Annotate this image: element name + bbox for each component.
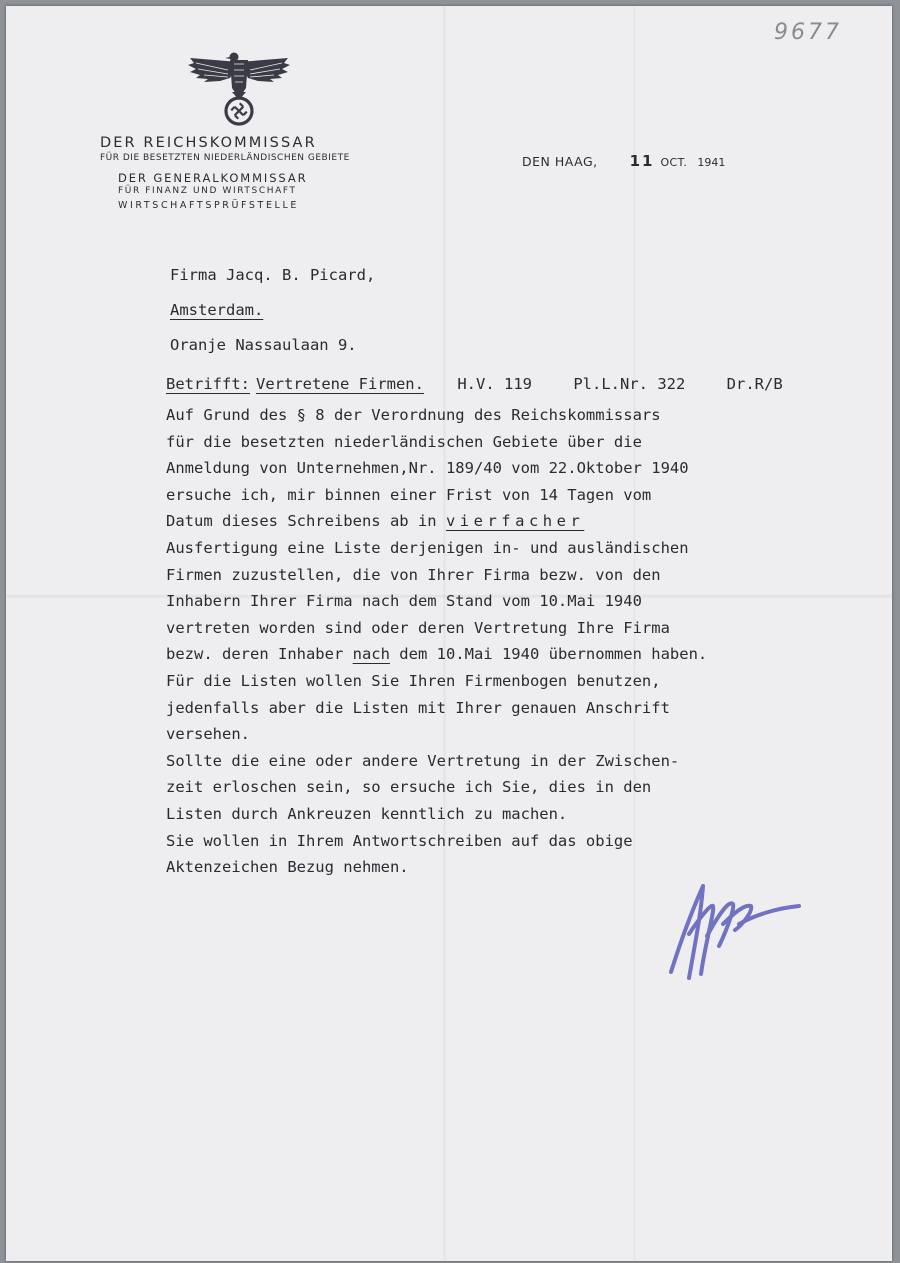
dateline-city: DEN HAAG, (522, 154, 598, 169)
body-line: Listen durch Ankreuzen kenntlich zu machen. (166, 804, 568, 823)
body-line: Anmeldung von Unternehmen,Nr. 189/40 vom 22.Oktober 1940 (166, 459, 689, 478)
subject-ref: Dr.R/B (726, 375, 783, 393)
body-line: Sollte die eine oder andere Vertretung in der Zwischen- (166, 751, 680, 770)
body-line: Sie wollen in Ihrem Antwortschreiben auf das obige (166, 831, 633, 850)
subject-topic: Vertretene Firmen. (256, 375, 424, 393)
letterhead (88, 134, 398, 213)
body-line (166, 641, 866, 668)
emphasis-vierfacher: vierfacher (445, 512, 585, 531)
letterhead-title: DER REICHSKOMMISSAR (100, 135, 317, 151)
handwritten-signature (661, 874, 806, 986)
letter-body (166, 402, 866, 881)
letter-page (6, 6, 892, 1261)
letterhead-department: WIRTSCHAFTSPRÜFSTELLE (118, 200, 299, 211)
body-line: versehen. (166, 725, 250, 744)
body-line: jedenfalls aber die Listen mit Ihrer genauen Anschrift (166, 698, 670, 717)
subject-pl: Pl.L.Nr. 322 (573, 375, 686, 393)
dateline-month: OCT. (660, 156, 688, 169)
letterhead-subtitle: FÜR DIE BESETZTEN NIEDERLÄNDISCHEN GEBIETE (100, 153, 350, 163)
body-line: Auf Grund des § 8 der Verordnung des Reichskommissars (166, 406, 661, 424)
body-line-text: dem 10.Mai 1940 übernommen haben. (389, 645, 708, 664)
body-line-text: Datum dieses Schreibens ab in (166, 512, 446, 531)
subject-hv: H.V. 119 (457, 375, 532, 393)
body-line: Aktenzeichen Bezug nehmen. (166, 858, 409, 877)
dateline-day: 11 (629, 152, 655, 170)
body-line: zeit erloschen sein, so ersuche ich Sie, dies in den (166, 778, 652, 797)
body-line: für die besetzten niederländischen Gebiete über die (166, 432, 642, 451)
recipient-address (170, 258, 375, 363)
body-line: Für die Listen wollen Sie Ihren Firmenbogen benutzen, (166, 671, 661, 690)
address-line-2: Amsterdam. (170, 301, 264, 319)
eagle-emblem-icon (184, 48, 294, 128)
body-line: Firmen zuzustellen, die von Ihrer Firma bezw. von den (166, 565, 661, 584)
body-line: Inhabern Ihrer Firma nach dem Stand vom 10.Mai 1940 (166, 592, 642, 611)
letterhead-subtitle-2: FÜR FINANZ UND WIRTSCHAFT (118, 186, 297, 196)
dateline (522, 152, 725, 170)
emphasis-nach: nach (352, 645, 390, 664)
archive-number: 9677 (774, 20, 842, 45)
subject-line (166, 375, 783, 393)
address-line-3: Oranje Nassaulaan 9. (170, 336, 357, 354)
body-line: Ausfertigung eine Liste derjenigen in- und ausländischen (166, 538, 689, 557)
body-line: vertreten worden sind oder deren Vertretung Ihre Firma (166, 618, 670, 637)
body-line (166, 508, 866, 535)
subject-label: Betrifft: (166, 375, 250, 393)
dateline-year: 1941 (697, 156, 726, 169)
body-line: ersuche ich, mir binnen einer Frist von 14 Tagen vom (166, 485, 652, 504)
address-line-1: Firma Jacq. B. Picard, (170, 266, 376, 284)
body-line-text: bezw. deren Inhaber (166, 645, 353, 664)
letterhead-title-2: DER GENERALKOMMISSAR (118, 171, 308, 185)
